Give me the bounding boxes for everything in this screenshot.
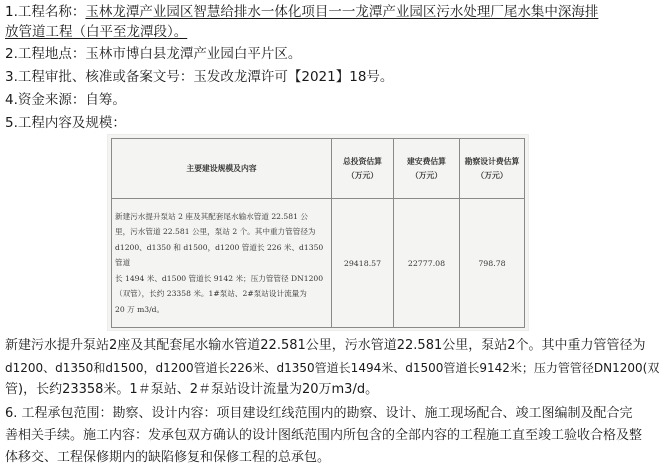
body-text-line-3: 管)，长约23358米。1＃泵站、2＃泵站设计流量为20万m3/d。 — [5, 382, 379, 397]
header-construction-cost: 建安费估算 （万元） — [394, 139, 460, 199]
body-text-line-2: d1200、d1350和d1500，d1200管道长226米、d1350管道长1494米、d1500管道长9142米；压力管管径DN1200(双 — [5, 361, 660, 375]
project-name-line-2: 放管道工程（白平至龙潭段）。 — [5, 24, 188, 40]
total-investment-value: 29418.57 — [332, 199, 394, 328]
project-name-value: 玉林龙潭产业园区智慧给排水一体化项目一一龙潭产业园区污水处理厂尾水集中深海排 — [85, 4, 599, 20]
project-name-label: 1.工程名称： — [5, 4, 86, 20]
project-location: 2.工程地点：玉林市博白县龙潭产业园白平片区。 — [5, 46, 302, 62]
project-name-line-1 — [5, 0, 598, 20]
scale-description: 新建污水提升泵站 2 座及其配套尾水输水管道 22.581 公 里，污水管道 22.581 公里，泵站 2 个。其中重力管管径为 d1200、d1350 和 d1500，d1200 管道长 226 米、d1350 管道 长 1494 米、d1500 管道长 9142 米；压力管管径 DN1200 （双管），长约 23358 米。1#泵站、2#泵站设计流量为 20 万 m3/d。 — [112, 199, 332, 328]
contract-scope-line-1: 6. 工程承包范围：勘察、设计内容：项目建设红线范围内的勘察、设计、施工现场配合、竣工图编制及配合完 — [5, 406, 633, 421]
contract-scope-line-2: 善相关手续。施工内容：发承包双方确认的设计图纸范围内所包含的全部内容的工程施工直至竣工验收合格及整 — [5, 428, 643, 443]
header-design-cost: 勘察设计费估算 （万元） — [460, 139, 525, 199]
contract-scope-line-3: 体移交、工程保修期内的缺陷修复和保修工程的总承包。 — [5, 450, 331, 465]
project-table — [111, 138, 525, 328]
table-header-row — [112, 139, 525, 199]
table-row — [112, 199, 525, 328]
body-text-line-1: 新建污水提升泵站2座及其配套尾水输水管道22.581公里，污水管道22.581公里，泵站2个。其中重力管管径为 — [5, 338, 646, 353]
design-cost-value: 798.78 — [460, 199, 525, 328]
scope-heading: 5.工程内容及规模： — [5, 115, 126, 131]
construction-cost-value: 22777.08 — [394, 199, 460, 328]
header-total-investment: 总投资估算 （万元） — [332, 139, 394, 199]
funding-source: 4.资金来源：自筹。 — [5, 92, 126, 108]
approval-number: 3.工程审批、核准或备案文号：玉发改龙潭许可【2021】18号。 — [5, 69, 394, 85]
header-scale-content: 主要建设规模及内容 — [112, 139, 332, 199]
